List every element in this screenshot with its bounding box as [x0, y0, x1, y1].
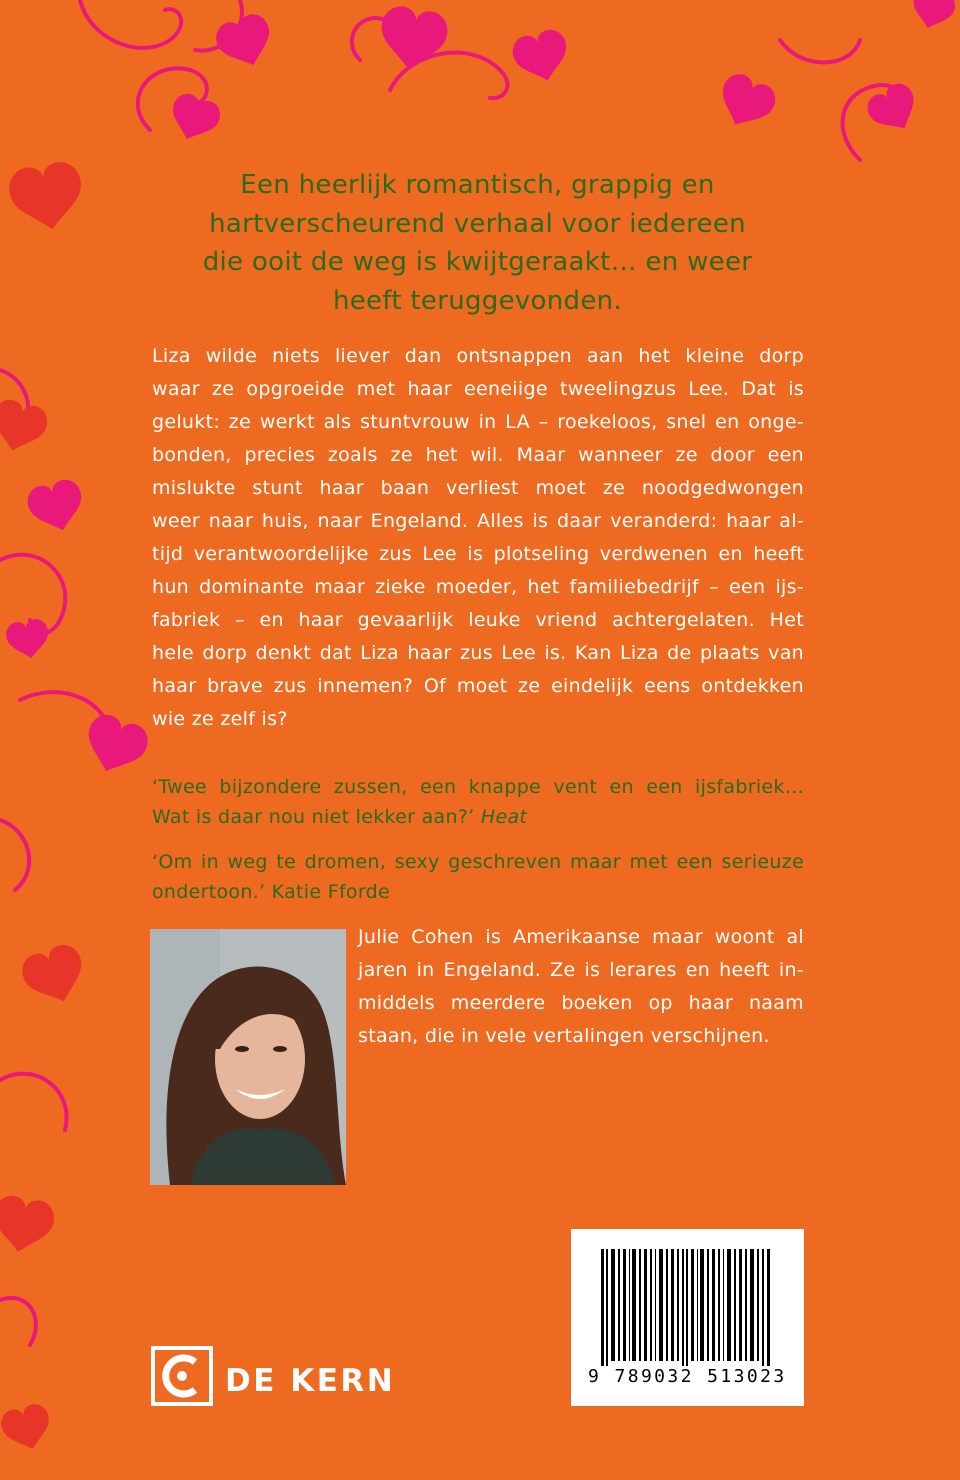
synopsis-line: tijd verantwoordelijke zus Lee is plotseling verdwenen en heeft [152, 543, 804, 565]
review-quote-line: ‘Om in weg te dromen, sexy geschreven maar met een serieuze [152, 851, 804, 873]
tagline-line: Een heerlijk romantisch, grappig en [240, 170, 715, 200]
review-quote-line [152, 802, 804, 832]
tagline-line: heeft teruggevonden. [332, 285, 622, 316]
review-quote-text: Wat is daar nou niet lekker aan?’ [152, 806, 481, 828]
synopsis [152, 340, 804, 736]
review-quote [152, 772, 804, 832]
synopsis-line: Liza wilde niets liever dan ontsnappen aan het kleine dorp [152, 345, 804, 367]
bio-line: staan, die in vele vertalingen verschijnen. [358, 1025, 770, 1047]
de-kern-logo-icon [151, 1346, 213, 1406]
isbn-number: 9 789032 513023 [588, 1366, 787, 1387]
synopsis-line: gelukt: ze werkt als stuntvrouw in LA – roekeloos, snel en onge- [152, 411, 804, 433]
synopsis-line: bonden, precies zoals ze het wil. Maar wanneer ze door een [152, 444, 804, 466]
bio-line: middels meerdere boeken op haar naam [358, 992, 804, 1014]
synopsis-line: weer naar huis, naar Engeland. Alles is daar veranderd: haar al- [152, 510, 804, 532]
synopsis-line: waar ze opgroeide met haar eeneiige tweelingzus Lee. Dat is [152, 378, 804, 400]
synopsis-line: haar brave zus innemen? Of moet ze eindelijk eens ontdekken [152, 675, 804, 697]
bio-line: Julie Cohen is Amerikaanse maar woont al [358, 926, 804, 948]
review-quote [152, 847, 804, 907]
review-quote-line: ondertoon.’ Katie Fforde [152, 881, 390, 903]
synopsis-line: hun dominante maar zieke moeder, het familiebedrijf – een ijs- [152, 576, 804, 598]
synopsis-line: fabriek – en haar gevaarlijk leuke vriend achtergelaten. Het [152, 609, 804, 631]
synopsis-line: hele dorp denkt dat Liza haar zus Lee is. Kan Liza de plaats van [152, 642, 804, 664]
tagline-line: die ooit de weg is kwijtgeraakt… en weer [202, 247, 753, 277]
review-quote-line: ‘Twee bijzondere zussen, een knappe vent en een ijsfabriek… [152, 776, 804, 798]
tagline-line: hartverscheurend verhaal voor iedereen [209, 208, 746, 239]
review-source: Heat [480, 806, 528, 828]
synopsis-line: wie ze zelf is? [152, 708, 288, 730]
publisher-name: DE KERN [225, 1363, 396, 1399]
author-bio [358, 921, 804, 1053]
tagline [150, 166, 805, 320]
author-photo [150, 929, 346, 1185]
bio-line: jaren in Engeland. Ze is lerares en heeft in- [358, 959, 804, 981]
synopsis-line: mislukte stunt haar baan verliest moet ze noodgedwongen [152, 477, 804, 499]
